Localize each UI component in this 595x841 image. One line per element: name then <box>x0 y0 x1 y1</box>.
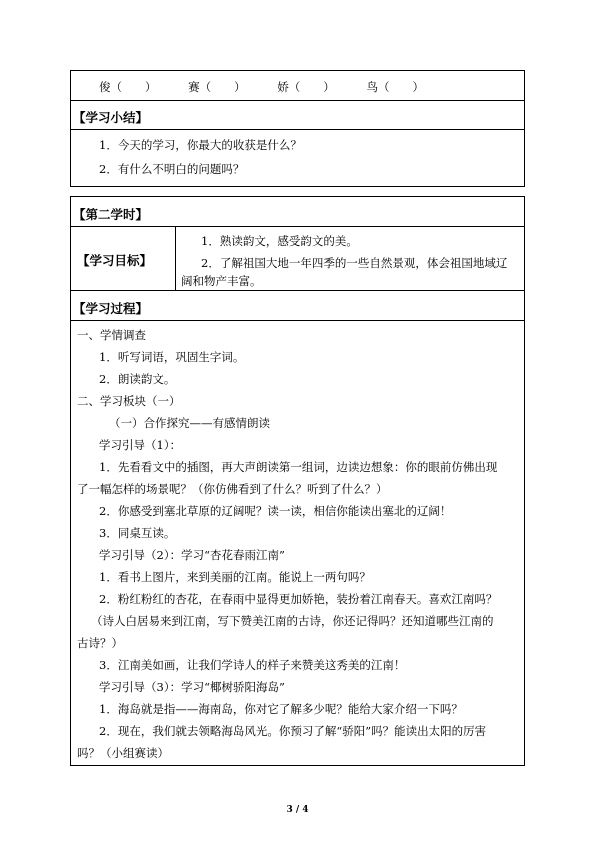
process-line: 1．海岛就是指——海南岛，你对它了解多少呢？能给大家介绍一下吗？ <box>99 702 463 716</box>
process-header: 【学习过程】 <box>73 301 149 316</box>
process-line: 1．听写词语，巩固生字词。 <box>99 350 245 364</box>
blanks-row <box>71 71 524 101</box>
blanks-line <box>99 79 424 95</box>
process-line: 学习引导（1）： <box>99 438 182 452</box>
process-line: 2．现在，我们就去领略海岛风光。你预习了解“骄阳”吗？能读出太阳的厉害 <box>99 724 487 738</box>
process-line: 学习引导（3）：学习“椰树骄阳海岛” <box>99 680 285 694</box>
process-line: 1．先看看文中的插图，再大声朗读第一组词，边读边想象：你的眼前仿佛出现 <box>99 460 498 474</box>
process-line: （一）合作探究——有感情朗读 <box>109 416 270 430</box>
process-line: 3．同桌互读。 <box>99 526 176 540</box>
goals-label: 【学习目标】 <box>77 253 153 268</box>
blank-jiao: 娇（ ） <box>277 80 335 94</box>
process-line: 2．朗读韵文。 <box>99 372 176 386</box>
process-line: 1．看书上图片，来到美丽的江南。能说上一两句吗？ <box>99 570 371 584</box>
goal-2: 2．了解祖国大地一年四季的一些自然景观，体会祖国地域辽 <box>201 256 508 270</box>
process-line: 二、学习板块（一） <box>77 394 181 408</box>
process-header-row <box>71 291 524 321</box>
process-body-row <box>71 321 524 765</box>
goal-1: 1．熟读韵文，感受韵文的美。 <box>201 234 358 248</box>
process-line: 古诗？） <box>77 636 123 650</box>
blank-niao: 鸟（ ） <box>366 80 424 94</box>
process-line: （诗人白居易来到江南，写下赞美江南的古诗，你还记得吗？还知道哪些江南的 <box>91 614 494 628</box>
goal-2-cont: 阔和物产丰富。 <box>181 274 262 288</box>
summary-header-row <box>71 101 524 130</box>
period-header-row <box>71 197 524 227</box>
period-header: 【第二学时】 <box>73 207 149 222</box>
process-line: 一、学情调查 <box>77 328 146 342</box>
process-line: 2．粉红粉红的杏花，在春雨中显得更加娇艳，装扮着江南春天。喜欢江南吗？ <box>99 592 498 606</box>
summary-item-2: 2．有什么不明白的问题吗？ <box>99 162 245 176</box>
goals-label-cell <box>71 227 176 290</box>
summary-item-1: 1．今天的学习，你最大的收获是什么？ <box>99 138 302 152</box>
table-2 <box>70 196 525 766</box>
summary-header: 【学习小结】 <box>73 110 149 125</box>
goals-row <box>71 227 524 291</box>
blank-sai: 赛（ ） <box>188 80 246 94</box>
process-line: 2．你感受到塞北草原的辽阔呢？读一读，相信你能读出塞北的辽阔！ <box>99 504 452 518</box>
page-number: 3 / 4 <box>286 805 309 815</box>
blank-jun: 俊（ ） <box>99 80 157 94</box>
process-line: 学习引导（2）：学习“杏花春雨江南” <box>99 548 285 562</box>
process-line: 吗？（小组赛读） <box>77 746 169 760</box>
process-line: 3．江南美如画，让我们学诗人的样子来赞美这秀美的江南！ <box>99 658 406 672</box>
table-1 <box>70 70 525 187</box>
summary-body-row <box>71 130 524 186</box>
process-line: 了一幅怎样的场景呢？（你仿佛看到了什么？听到了什么？） <box>77 482 388 496</box>
